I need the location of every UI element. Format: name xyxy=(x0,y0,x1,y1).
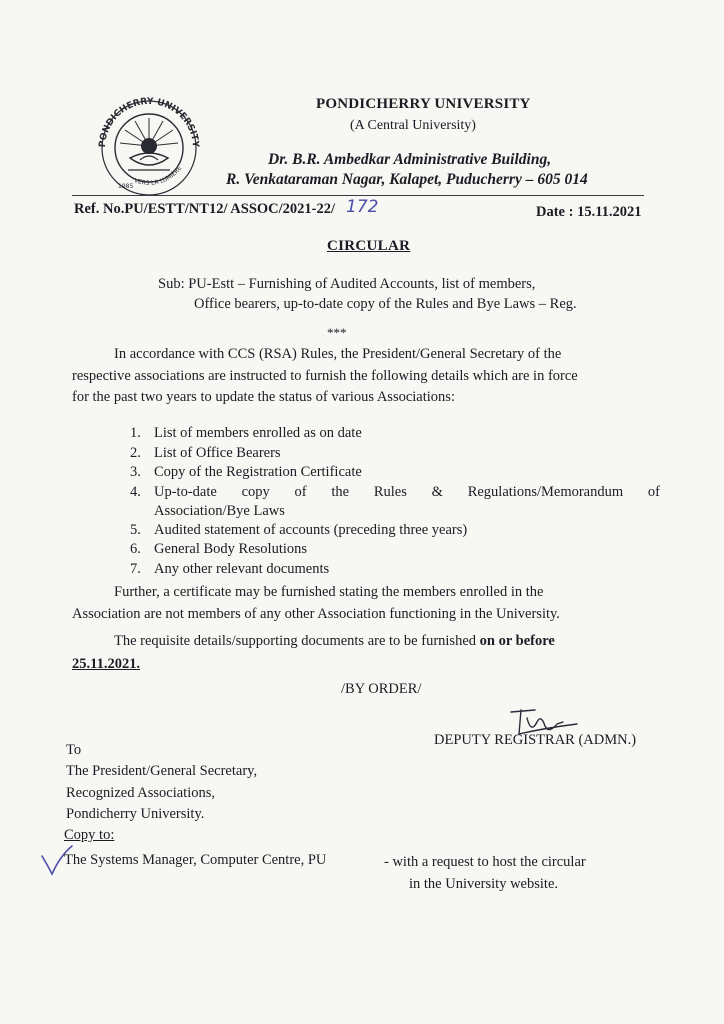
list-item: 2. List of Office Bearers xyxy=(130,444,281,461)
further-line-2: Association are not members of any other Association functioning in the University. xyxy=(72,606,560,622)
recipient-line-3: Pondicherry University. xyxy=(66,806,205,822)
recipient-line-1: The President/General Secretary, xyxy=(66,763,258,779)
subject-line-1: Sub: PU-Estt – Furnishing of Audited Accounts, list of members, xyxy=(158,276,536,292)
intro-line-3: for the past two years to update the status of various Associations: xyxy=(72,389,455,405)
copy-note-line-1: - with a request to host the circular xyxy=(384,854,586,870)
recipient-line-2: Recognized Associations, xyxy=(66,785,216,801)
list-item: 4. Up-to-date copy of the Rules & Regulations/Memorandum of Association/Bye Laws xyxy=(130,483,660,519)
list-item: 1. List of members enrolled as on date xyxy=(130,425,362,441)
list-item: 3. Copy of the Registration Certificate xyxy=(130,464,362,480)
address-line-1: Dr. B.R. Ambedkar Administrative Building, xyxy=(268,151,552,168)
svg-text:VERS LA LUMIÈRE: VERS LA LUMIÈRE xyxy=(133,164,184,187)
svg-text:PONDICHERRY UNIVERSITY: PONDICHERRY UNIVERSITY xyxy=(97,96,201,148)
list-item: 6. General Body Resolutions xyxy=(130,541,308,557)
copy-to-label: Copy to: xyxy=(64,827,115,843)
svg-text:1985: 1985 xyxy=(118,183,134,190)
document-title: CIRCULAR xyxy=(327,238,411,254)
reference-handwritten-number: 172 xyxy=(346,197,379,217)
list-item: 5. Audited statement of accounts (preceding three years) xyxy=(130,521,468,538)
further-line-1: Further, a certificate may be furnished stating the members enrolled in the xyxy=(114,584,544,600)
signatory-designation: DEPUTY REGISTRAR (ADMN.) xyxy=(434,732,637,748)
list-item: 7. Any other relevant documents xyxy=(130,560,330,577)
deadline-line-1: The requisite details/supporting documents are to be furnished on or before xyxy=(114,633,555,649)
header-divider xyxy=(72,195,644,196)
university-seal-logo xyxy=(88,88,210,198)
university-name: PONDICHERRY UNIVERSITY xyxy=(316,96,531,112)
circular-date: Date : 15.11.2021 xyxy=(536,204,642,220)
university-subtitle: (A Central University) xyxy=(350,118,476,133)
separator: *** xyxy=(327,325,347,340)
deadline-date: 25.11.2021. xyxy=(72,656,141,672)
intro-line-1: In accordance with CCS (RSA) Rules, the President/General Secretary of the xyxy=(114,346,562,362)
required-documents-list xyxy=(130,424,660,579)
reference-number: Ref. No.PU/ESTT/NT12/ ASSOC/2021-22/ xyxy=(74,201,336,217)
deadline-emphasis: on or before xyxy=(479,633,555,649)
to-label: To xyxy=(66,742,82,758)
intro-line-2: respective associations are instructed to furnish the following details which are in force xyxy=(72,368,578,384)
copy-recipient: The Systems Manager, Computer Centre, PU xyxy=(64,852,327,868)
subject-line-2: Office bearers, up-to-date copy of the Rules and Bye Laws – Reg. xyxy=(194,296,577,312)
address-line-2: R. Venkataraman Nagar, Kalapet, Puducherry – 605 014 xyxy=(226,171,588,188)
copy-note-line-2: in the University website. xyxy=(409,876,559,892)
by-order: /BY ORDER/ xyxy=(341,681,422,697)
